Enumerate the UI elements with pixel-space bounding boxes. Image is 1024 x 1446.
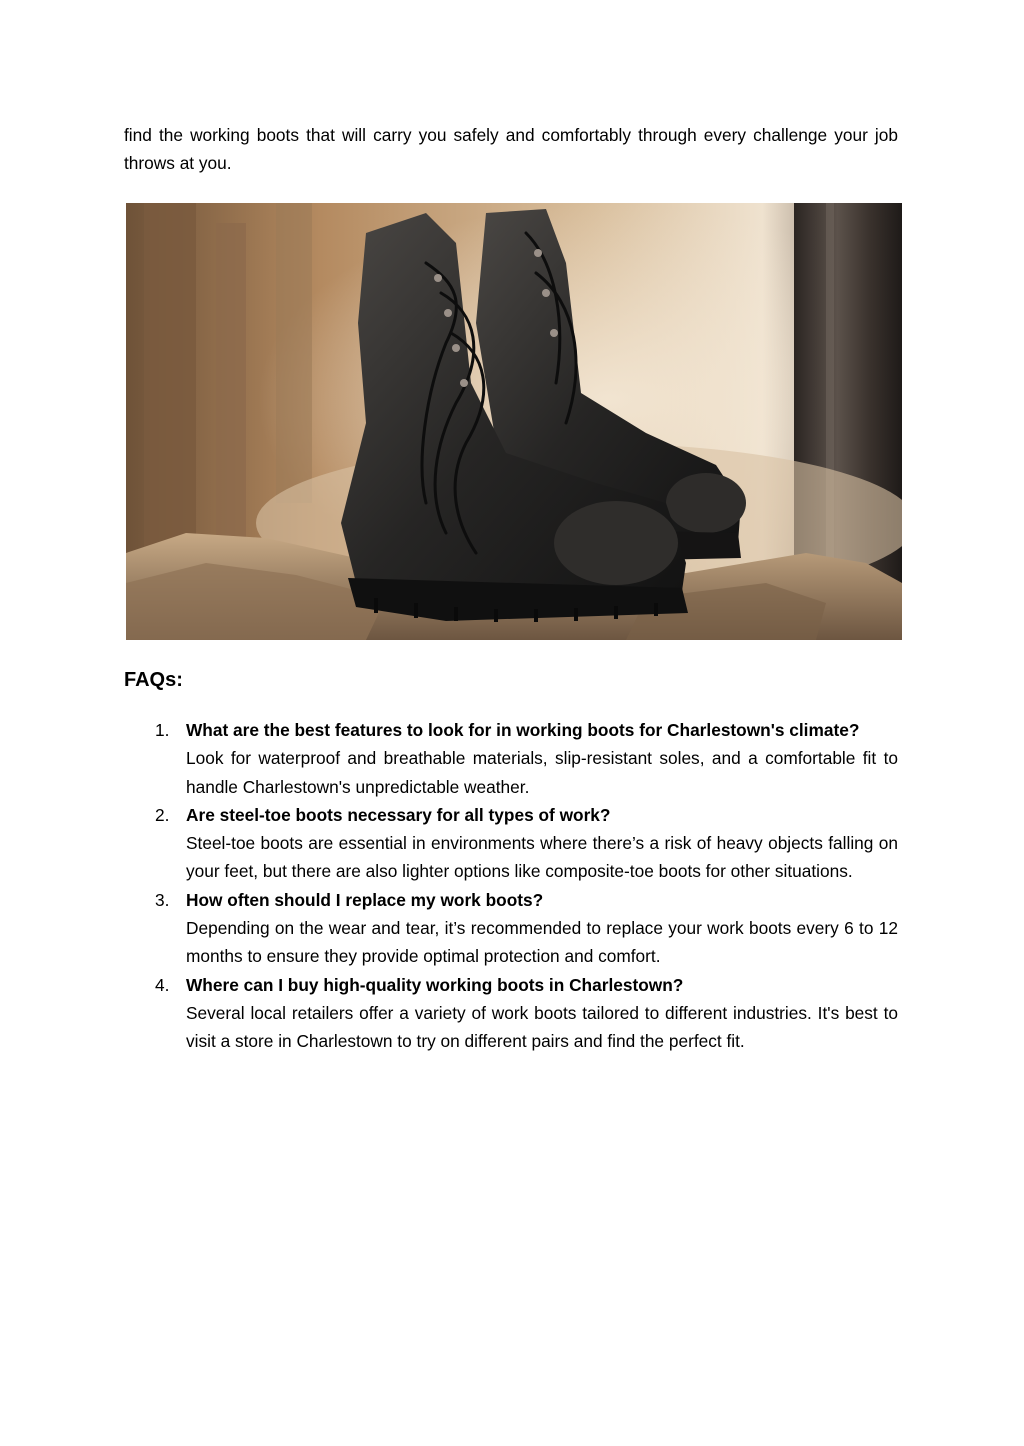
faq-item-number: 1.: [155, 720, 170, 740]
faq-item-number: 4.: [155, 974, 170, 995]
faq-answer: Depending on the wear and tear, it’s recommended to replace your work boots every 6 to 12 months to ensure they provide optimal protection and comfort.: [186, 918, 898, 967]
intro-paragraph: find the working boots that will carry you safely and comfortably through every challenge your job throws at you.: [124, 125, 898, 173]
faq-item: [124, 971, 898, 1056]
work-boots-photo: [126, 203, 902, 640]
faq-answer: Steel-toe boots are essential in environments where there’s a risk of heavy objects falling on your feet, but there are also lighter options like composite-toe boots for other situations.: [186, 833, 898, 882]
faq-question: Where can I buy high-quality working boots in Charlestown?: [186, 974, 684, 995]
faq-item-number: 3.: [155, 889, 170, 910]
faq-list: [124, 716, 898, 1056]
faq-item: [124, 886, 898, 971]
faq-answer: Several local retailers offer a variety of work boots tailored to different industries. It's best to visit a store in Charlestown to try on different pairs and find the perfect fit.: [186, 1002, 898, 1052]
faq-heading: FAQs:: [124, 669, 183, 691]
faq-question: What are the best features to look for in working boots for Charlestown's climate?: [186, 720, 860, 740]
faq-item: [124, 801, 898, 886]
faq-item-number: 2.: [155, 804, 170, 825]
faq-question: How often should I replace my work boots?: [186, 889, 544, 910]
faq-item: [124, 716, 898, 801]
faq-question: Are steel-toe boots necessary for all types of work?: [186, 804, 611, 825]
faq-answer: Look for waterproof and breathable materials, slip-resistant soles, and a comfortable fit to handle Charlestown's unpredictable weather.: [186, 748, 898, 797]
